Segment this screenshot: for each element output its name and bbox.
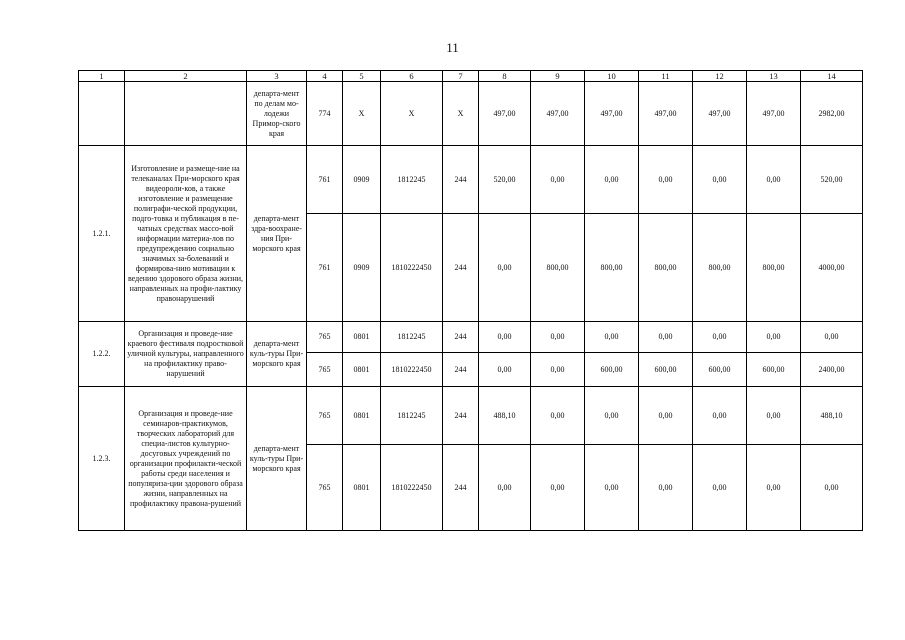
value-cell: 0,00 xyxy=(693,387,747,445)
value-cell: 2982,00 xyxy=(801,82,863,146)
value-cell: 1812245 xyxy=(381,146,443,214)
column-header: 13 xyxy=(747,71,801,82)
value-cell: 0801 xyxy=(343,445,381,531)
value-cell: 0,00 xyxy=(585,322,639,353)
value-cell: 0,00 xyxy=(585,387,639,445)
value-cell: 1810222450 xyxy=(381,445,443,531)
column-header: 7 xyxy=(443,71,479,82)
table-row xyxy=(79,146,863,214)
value-cell: 497,00 xyxy=(479,82,531,146)
value-cell: 761 xyxy=(307,146,343,214)
value-cell: 520,00 xyxy=(801,146,863,214)
item-code: 1.2.1. xyxy=(79,146,125,322)
item-executor: департа-мент куль-туры При-морского края xyxy=(247,322,307,387)
value-cell: 0,00 xyxy=(585,445,639,531)
column-header: 10 xyxy=(585,71,639,82)
column-header: 5 xyxy=(343,71,381,82)
table-row xyxy=(79,82,863,146)
value-cell: 2400,00 xyxy=(801,353,863,387)
value-cell: 0909 xyxy=(343,214,381,322)
value-cell: 0,00 xyxy=(639,445,693,531)
column-header: 8 xyxy=(479,71,531,82)
item-code: 1.2.3. xyxy=(79,387,125,531)
value-cell: 0,00 xyxy=(693,146,747,214)
value-cell: 0,00 xyxy=(801,445,863,531)
value-cell: 0,00 xyxy=(639,322,693,353)
item-executor: департа-мент здра-воохране-ния При-морского края xyxy=(247,146,307,322)
item-description xyxy=(125,82,247,146)
item-description: Организация и проведе-ние краевого фестиваля подростковой уличной культуры, направленного на профилактику право-нарушений xyxy=(125,322,247,387)
value-cell: 800,00 xyxy=(747,214,801,322)
value-cell: 244 xyxy=(443,214,479,322)
value-cell: 600,00 xyxy=(693,353,747,387)
value-cell: 600,00 xyxy=(747,353,801,387)
value-cell: X xyxy=(343,82,381,146)
value-cell: 497,00 xyxy=(639,82,693,146)
value-cell: 800,00 xyxy=(585,214,639,322)
value-cell: 0,00 xyxy=(479,445,531,531)
column-header: 3 xyxy=(247,71,307,82)
column-header: 1 xyxy=(79,71,125,82)
value-cell: 520,00 xyxy=(479,146,531,214)
value-cell: 497,00 xyxy=(585,82,639,146)
value-cell: 0,00 xyxy=(693,322,747,353)
value-cell: 244 xyxy=(443,387,479,445)
value-cell: 244 xyxy=(443,146,479,214)
value-cell: 1810222450 xyxy=(381,353,443,387)
column-header: 4 xyxy=(307,71,343,82)
value-cell: 497,00 xyxy=(693,82,747,146)
value-cell: 244 xyxy=(443,353,479,387)
item-executor: департа-мент по делам мо-лодежи Примор-ского края xyxy=(247,82,307,146)
value-cell: 497,00 xyxy=(531,82,585,146)
value-cell: 800,00 xyxy=(639,214,693,322)
value-cell: 761 xyxy=(307,214,343,322)
value-cell: 0801 xyxy=(343,387,381,445)
column-header: 11 xyxy=(639,71,693,82)
item-description: Организация и проведе-ние семинаров-практикумов, творческих лабораторий для специа-листов культурно-досуговых учреждений по организации профилакти-ческой работы среди населения и популяриза-ции здорового образа жизни, направленных на профилактику правона-рушений xyxy=(125,387,247,531)
value-cell: 765 xyxy=(307,322,343,353)
value-cell: 0801 xyxy=(343,353,381,387)
item-code xyxy=(79,82,125,146)
value-cell: 600,00 xyxy=(585,353,639,387)
value-cell: 0,00 xyxy=(479,322,531,353)
value-cell: 0,00 xyxy=(801,322,863,353)
value-cell: 244 xyxy=(443,445,479,531)
value-cell: 1810222450 xyxy=(381,214,443,322)
value-cell: 0,00 xyxy=(531,146,585,214)
value-cell: X xyxy=(443,82,479,146)
value-cell: 0,00 xyxy=(747,322,801,353)
value-cell: 0,00 xyxy=(639,146,693,214)
value-cell: 0,00 xyxy=(479,353,531,387)
item-description: Изготовление и размеще-ние на телеканалах При-морского края видеороли-ков, а также изготовление и размещение полиграфи-ческой продукции, подго-товка и публикация в пе-чатных средствах массо-вой информации материа-лов по предупреждению социально значимых за-болеваний и формирова-нию мотивации к ведению здорового образа жизни, направленных на профи-лактику правонарушений xyxy=(125,146,247,322)
value-cell: 800,00 xyxy=(531,214,585,322)
value-cell: 800,00 xyxy=(693,214,747,322)
value-cell: X xyxy=(381,82,443,146)
value-cell: 0801 xyxy=(343,322,381,353)
value-cell: 600,00 xyxy=(639,353,693,387)
value-cell: 488,10 xyxy=(479,387,531,445)
budget-table xyxy=(78,70,863,531)
column-header-row xyxy=(79,71,863,82)
value-cell: 488,10 xyxy=(801,387,863,445)
column-header: 9 xyxy=(531,71,585,82)
value-cell: 0,00 xyxy=(531,353,585,387)
column-header: 14 xyxy=(801,71,863,82)
value-cell: 0,00 xyxy=(747,146,801,214)
value-cell: 1812245 xyxy=(381,322,443,353)
item-executor: департа-мент куль-туры При-морского края xyxy=(247,387,307,531)
value-cell: 765 xyxy=(307,387,343,445)
value-cell: 0,00 xyxy=(693,445,747,531)
value-cell: 244 xyxy=(443,322,479,353)
value-cell: 0,00 xyxy=(531,445,585,531)
value-cell: 0,00 xyxy=(747,387,801,445)
value-cell: 0,00 xyxy=(531,387,585,445)
value-cell: 765 xyxy=(307,353,343,387)
table-row xyxy=(79,387,863,445)
value-cell: 4000,00 xyxy=(801,214,863,322)
value-cell: 0,00 xyxy=(585,146,639,214)
column-header: 12 xyxy=(693,71,747,82)
page-number: 11 xyxy=(446,40,459,55)
value-cell: 0909 xyxy=(343,146,381,214)
value-cell: 0,00 xyxy=(531,322,585,353)
column-header: 2 xyxy=(125,71,247,82)
value-cell: 765 xyxy=(307,445,343,531)
column-header: 6 xyxy=(381,71,443,82)
table-row xyxy=(79,322,863,353)
item-code: 1.2.2. xyxy=(79,322,125,387)
value-cell: 0,00 xyxy=(639,387,693,445)
value-cell: 774 xyxy=(307,82,343,146)
value-cell: 0,00 xyxy=(479,214,531,322)
value-cell: 0,00 xyxy=(747,445,801,531)
value-cell: 497,00 xyxy=(747,82,801,146)
value-cell: 1812245 xyxy=(381,387,443,445)
